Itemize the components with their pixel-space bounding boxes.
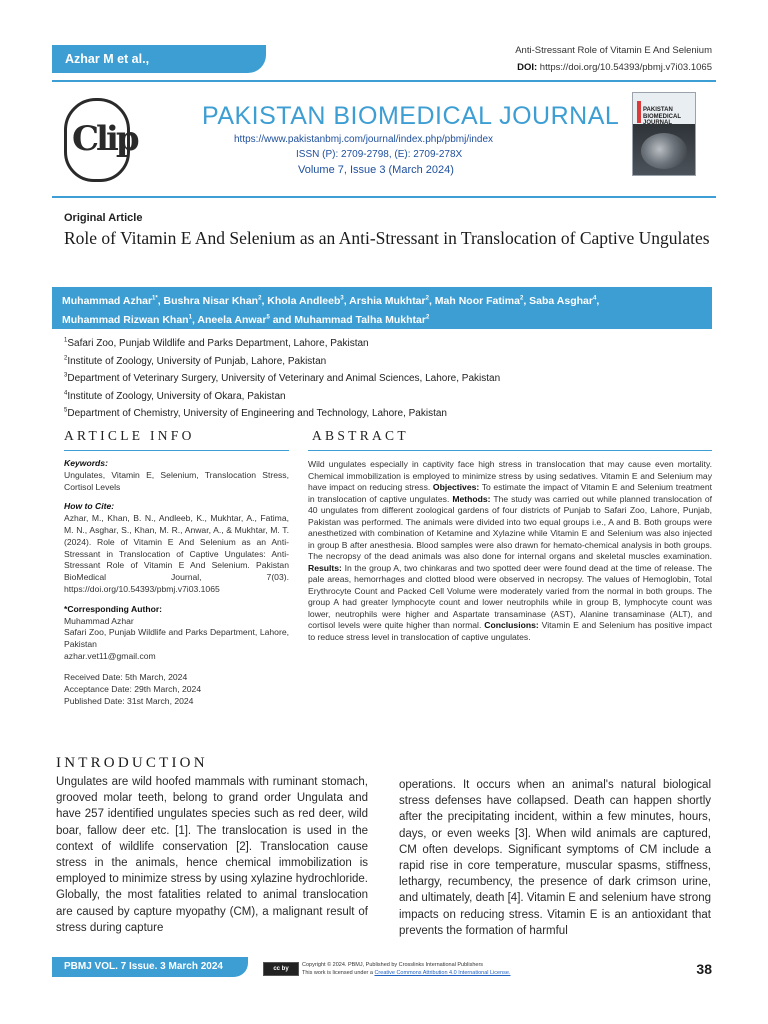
cover-title: PAKISTAN BIOMEDICAL JOURNAL xyxy=(643,107,681,126)
doi-link[interactable]: https://doi.org/10.54393/pbmj.v7i03.1065 xyxy=(537,62,712,73)
objectives-label: Objectives: xyxy=(432,482,480,492)
license-link[interactable]: Creative Commons Attribution 4.0 International License. xyxy=(374,969,511,976)
page-number: 38 xyxy=(696,961,712,977)
citation-block xyxy=(64,501,289,595)
abstract-intro: Wild ungulates especially in captivity face high stress in translocation that may cause even mortality. Chemical immobilization is employed to minimize stress by using sedatives. Vitamin E and Selenium may have impact on reducing stress. xyxy=(308,459,712,492)
authors-text-1: Muhammad Azhar$^{1*}$, Bushra Nisar Khan$^2$, Khola Andleeb$^3$, Arshia Mukhtar$^2$, Mah Noor Fatima$^2$, Saba Asghar$^4$, xyxy=(62,294,600,307)
article-info xyxy=(64,458,289,707)
authors-line-2 xyxy=(62,310,712,330)
introduction-heading: INTRODUCTION xyxy=(56,755,208,771)
introduction-right-column: operations. It occurs when an animal's natural biological stress defenses have collapsed. Death can happen shortly after the precipitating incident, within a few minutes, hours, days, or even weeks [3]. When wild animals are captured, CM often develops. Significant symptoms of CM include a rapid rise in core temperature, muscular spasms, stiffness, lethargy, recumbency, the presence of dark crimson urine, and ultimately, death [4]. Vitamin E and selenium have strong impacts on reducing stress. Vitamin E is an antioxidant that prevents the formation of harmful xyxy=(399,779,711,937)
corr-name: Muhammad Azhar xyxy=(64,615,134,626)
abstract-text xyxy=(308,459,712,643)
corr-address: Safari Zoo, Punjab Wildlife and Parks Department, Lahore, Pakistan xyxy=(64,627,289,650)
journal-issn: ISSN (P): 2709-2798, (E): 2709-278X xyxy=(296,149,463,160)
abstract-results: In the group A, two chinkaras and two spotted deer were found dead at the time of release. The pale areas, hemorrhages and clotted blood were observed in necropsy. The values of Hemoglobin, Total Erythrocyte Count and Packed Cell Volume were moderately varied from the normal in both groups. The group A had greater lymphocyte count and lower neutrophils while in group B, lymphocyte count was lower, neutrophils were higher and Aspartate transaminase (AST), Alanine transaminase (ALT), and cortisol levels were quite higher than normal. xyxy=(308,562,712,630)
abstract-objectives: To estimate the impact of Vitamin E and Selenium treatment in translocation of captive ungulates. xyxy=(308,482,713,504)
keywords-label: Keywords: xyxy=(64,458,108,468)
affiliation-1: $^1$Safari Zoo, Punjab Wildlife and Parks Department, Lahore, Pakistan xyxy=(64,338,369,350)
journal-logo xyxy=(64,98,137,182)
doi-line xyxy=(517,62,712,73)
cc-license-icon[interactable]: cc by xyxy=(263,962,299,976)
affiliations xyxy=(64,334,500,422)
keywords-text: Ungulates, Vitamin E, Selenium, Translocation Stress, Cortisol Levels xyxy=(64,469,289,492)
introduction-left-column: Ungulates are wild hoofed mammals with ruminant stomach, grooved molar teeth, belong to grand order Ungulata and have 257 identified ungulates species such as red deer, wild boar, fallow deer etc. [1]. The translocation is used in the context of wildlife conservation [2]. Translocation cause stress in the animals, hence chemical immobilization is employed to minimize stress by using xylazine hydrochloride. Globally, the most fatalities related to animal translocation are caused by capture myopathy (CM), a malignant result of stress during capture xyxy=(56,776,368,934)
doi-label: DOI: xyxy=(517,62,538,73)
abstract-heading: ABSTRACT xyxy=(312,428,409,443)
running-title: Anti-Stressant Role of Vitamin E And Selenium xyxy=(515,45,712,56)
article-type: Original Article xyxy=(64,212,143,224)
journal-volume: Volume 7, Issue 3 (March 2024) xyxy=(298,164,454,176)
copyright-notice xyxy=(302,962,511,977)
journal-url[interactable]: https://www.pakistanbmj.com/journal/index.php/pbmj/index xyxy=(234,134,494,145)
dates-block xyxy=(64,671,289,707)
journal-cover-image xyxy=(632,92,696,176)
abstract-rule xyxy=(308,450,712,451)
results-label: Results: xyxy=(308,562,342,573)
article-info-heading: ARTICLE INFO xyxy=(64,428,195,443)
corresponding-author-block xyxy=(64,604,289,663)
cite-text: Azhar, M., Khan, B. N., Andleeb, K., Mukhtar, A., Fatima, M. N., Asghar, S., Khan, M. R., Anwar, A., & Mukhtar, M. T. (2024). Role of Vitamin E And Selenium as an Anti-Stressant in Translocation of Captive Ungulates: Anti-Stressant Role of Vitamin E And Selenium. Pakistan BioMedical Journal, 7(03). https://doi.org/10.54393/pbmj.v7i03.1065 xyxy=(64,513,289,594)
author-short: Azhar M et al., xyxy=(65,52,150,66)
accepted-date: Acceptance Date: 29th March, 2024 xyxy=(64,683,202,694)
corr-label: *Corresponding Author: xyxy=(64,603,163,614)
methods-label: Methods: xyxy=(452,493,491,504)
footer-volume: PBMJ VOL. 7 Issue. 3 March 2024 xyxy=(64,961,223,972)
license-prefix: This work is licensed under a xyxy=(302,969,375,976)
abstract-conclusions: Vitamin E and Selenium has positive impact to reduce stress level in translocation of captive ungulates. xyxy=(308,620,713,642)
copyright-text: Copyright © 2024. PBMJ, Published by Crosslinks International Publishers xyxy=(302,962,484,968)
published-date: Published Date: 31st March, 2024 xyxy=(64,695,194,706)
cover-artwork xyxy=(641,133,687,169)
logo-text: Clip xyxy=(72,119,137,159)
cover-accent-bar xyxy=(637,101,641,123)
journal-name: PAKISTAN BIOMEDICAL JOURNAL xyxy=(202,102,620,130)
affiliation-2: $^2$Institute of Zoology, University of Punjab, Lahore, Pakistan xyxy=(64,355,327,367)
footer-volume-tab xyxy=(52,957,248,977)
keywords-block xyxy=(64,458,289,493)
affiliation-3: $^3$Department of Veterinary Surgery, University of Veterinary and Animal Sciences, Lahore, Pakistan xyxy=(64,373,501,385)
license-line xyxy=(302,970,511,978)
author-short-tab xyxy=(52,45,266,73)
authors-text-2: Muhammad Rizwan Khan$^1$, Aneela Anwar$^5$ and Muhammad Talha Mukhtar$^2$ xyxy=(62,314,430,326)
received-date: Received Date: 5th March, 2024 xyxy=(64,671,188,682)
conclusions-label: Conclusions: xyxy=(484,620,539,630)
corr-email[interactable]: azhar.vet11@gmail.com xyxy=(64,650,156,661)
article-title: Role of Vitamin E And Selenium as an Anti-Stressant in Translocation of Captive Ungulates xyxy=(64,228,710,248)
affiliation-4: $^4$Institute of Zoology, University of Okara, Pakistan xyxy=(64,390,286,402)
affiliation-5: $^5$Department of Chemistry, University of Engineering and Technology, Lahore, Pakistan xyxy=(64,408,447,420)
article-info-rule xyxy=(64,450,289,451)
cite-label: How to Cite: xyxy=(64,501,115,512)
journal-banner xyxy=(52,80,716,198)
abstract-methods: The study was carried out while planned translocation of 40 ungulates from different zoological gardens of four districts of Punjab to Safari Zoo, Lahore, Punjab, Pakistan was performed. The animals were divided into two equal groups i.e., A and B. Both groups were anesthetized with combination of Ketamine and Xylazine while Vitamin E and Selenium was also injected in group B after anesthesia. Blood samples were also drawn for hemato-chemical analysis in both groups. The necropsy of the dead animals was also done for internal organs and skeletal muscles examination. xyxy=(308,493,712,561)
authors-box xyxy=(52,287,712,329)
authors-line-1 xyxy=(62,290,712,310)
